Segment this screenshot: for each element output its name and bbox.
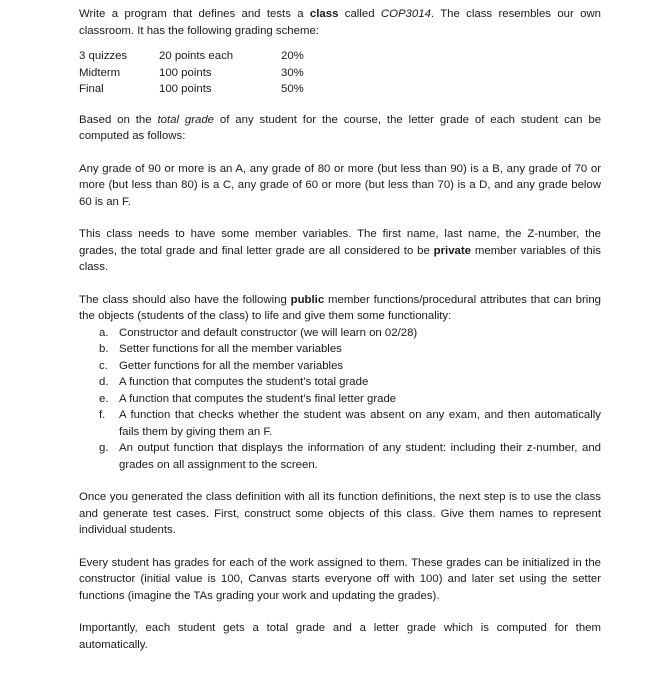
list-item [79,341,601,358]
function-list [79,325,601,474]
public-text-2: member functions/procedural attributes that can bring the objects (students of the class) to life and give them some functionality: [79,293,601,322]
public-text-1: The class should also have the following [79,293,291,306]
members-text-2: member variables of this class. [79,244,601,273]
list-item [79,407,601,440]
list-marker: c. [99,359,108,372]
list-item [79,440,601,473]
total-text-1: Based on the [79,113,158,126]
scheme-points: 20 points each [159,50,234,62]
letter-grade-paragraph: Any grade of 90 or more is an A, any grade of 80 or more (but less than 90) is a B, any grade of 70 or more (but less than 80) is a C, any grade of 60 or more (but less than 70) is a D, and any grade below 60 is an F. [79,162,601,208]
scheme-item: 3 quizzes [79,50,128,62]
final-paragraph: Importantly, each student gets a total grade and a letter grade which is computed for them automatically. [79,622,601,651]
list-marker: e. [99,392,109,405]
intro-paragraph [79,6,601,39]
list-marker: d. [99,376,109,388]
grades-init-paragraph: Every student has grades for each of the work assigned to them. These grades can be initialized in the constructor (initial value is 100, Canvas starts everyone off with 100) and later set using the setter functions (imagine the TAs grading your work and updating the grades). [79,556,601,602]
total-text-2: of any student for the course, the letter grade of each student can be computed as follows: [79,113,602,142]
intro-class-name: COP3014 [380,8,431,20]
list-item-text: A function that computes the student’s final letter grade [119,392,397,405]
total-grade-term: total grade [157,113,215,126]
intro-text-2: called [338,8,381,20]
scheme-item: Midterm [79,66,121,79]
list-item [79,325,601,342]
assignment-text [79,6,601,653]
public-keyword: public [290,293,325,306]
intro-class-keyword: class [309,8,339,20]
list-marker: f. [99,409,106,421]
member-variables-paragraph [79,226,601,276]
list-item-text: Constructor and default constructor (we will learn on 02/28) [119,326,418,339]
members-text-1: This class needs to have some member variables. The first name, last name, the Z-number, the grades, the total grade and final letter grade are all considered to be [79,228,601,257]
list-item-text: Setter functions for all the member variables [119,343,342,355]
list-marker: g. [99,442,109,454]
scheme-weight: 20% [281,50,304,62]
scheme-weight: 50% [281,83,304,95]
list-item-text: A function that computes the student’s total grade [119,376,369,388]
scheme-weight: 30% [281,66,304,79]
public-functions-paragraph [79,292,601,325]
list-item-text: Getter functions for all the member variables [119,359,344,372]
list-item-text: An output function that displays the information of any student: including their z-number, and grades on all assignment to the screen. [119,442,601,471]
grading-scheme-table [79,48,601,98]
scheme-points: 100 points [159,83,212,95]
intro-text-1: Write a program that defines and tests a [79,8,310,20]
test-cases-paragraph: Once you generated the class definition with all its function definitions, the next step is to use the class and generate test cases. First, construct some objects of this class. Give them names to represent individual students. [79,491,601,536]
list-item [79,391,601,408]
list-item-text: A function that checks whether the student was absent on any exam, and then automatically fails them by giving them an F. [119,409,601,438]
total-grade-paragraph [79,112,601,145]
list-item [79,358,601,375]
list-marker: b. [99,343,109,355]
private-keyword: private [433,244,472,257]
intro-text-3: . The class resembles our own classroom. It has the following grading scheme: [79,8,602,37]
list-marker: a. [99,326,109,339]
scheme-item: Final [79,83,104,95]
scheme-points: 100 points [159,66,212,79]
list-item [79,374,601,391]
